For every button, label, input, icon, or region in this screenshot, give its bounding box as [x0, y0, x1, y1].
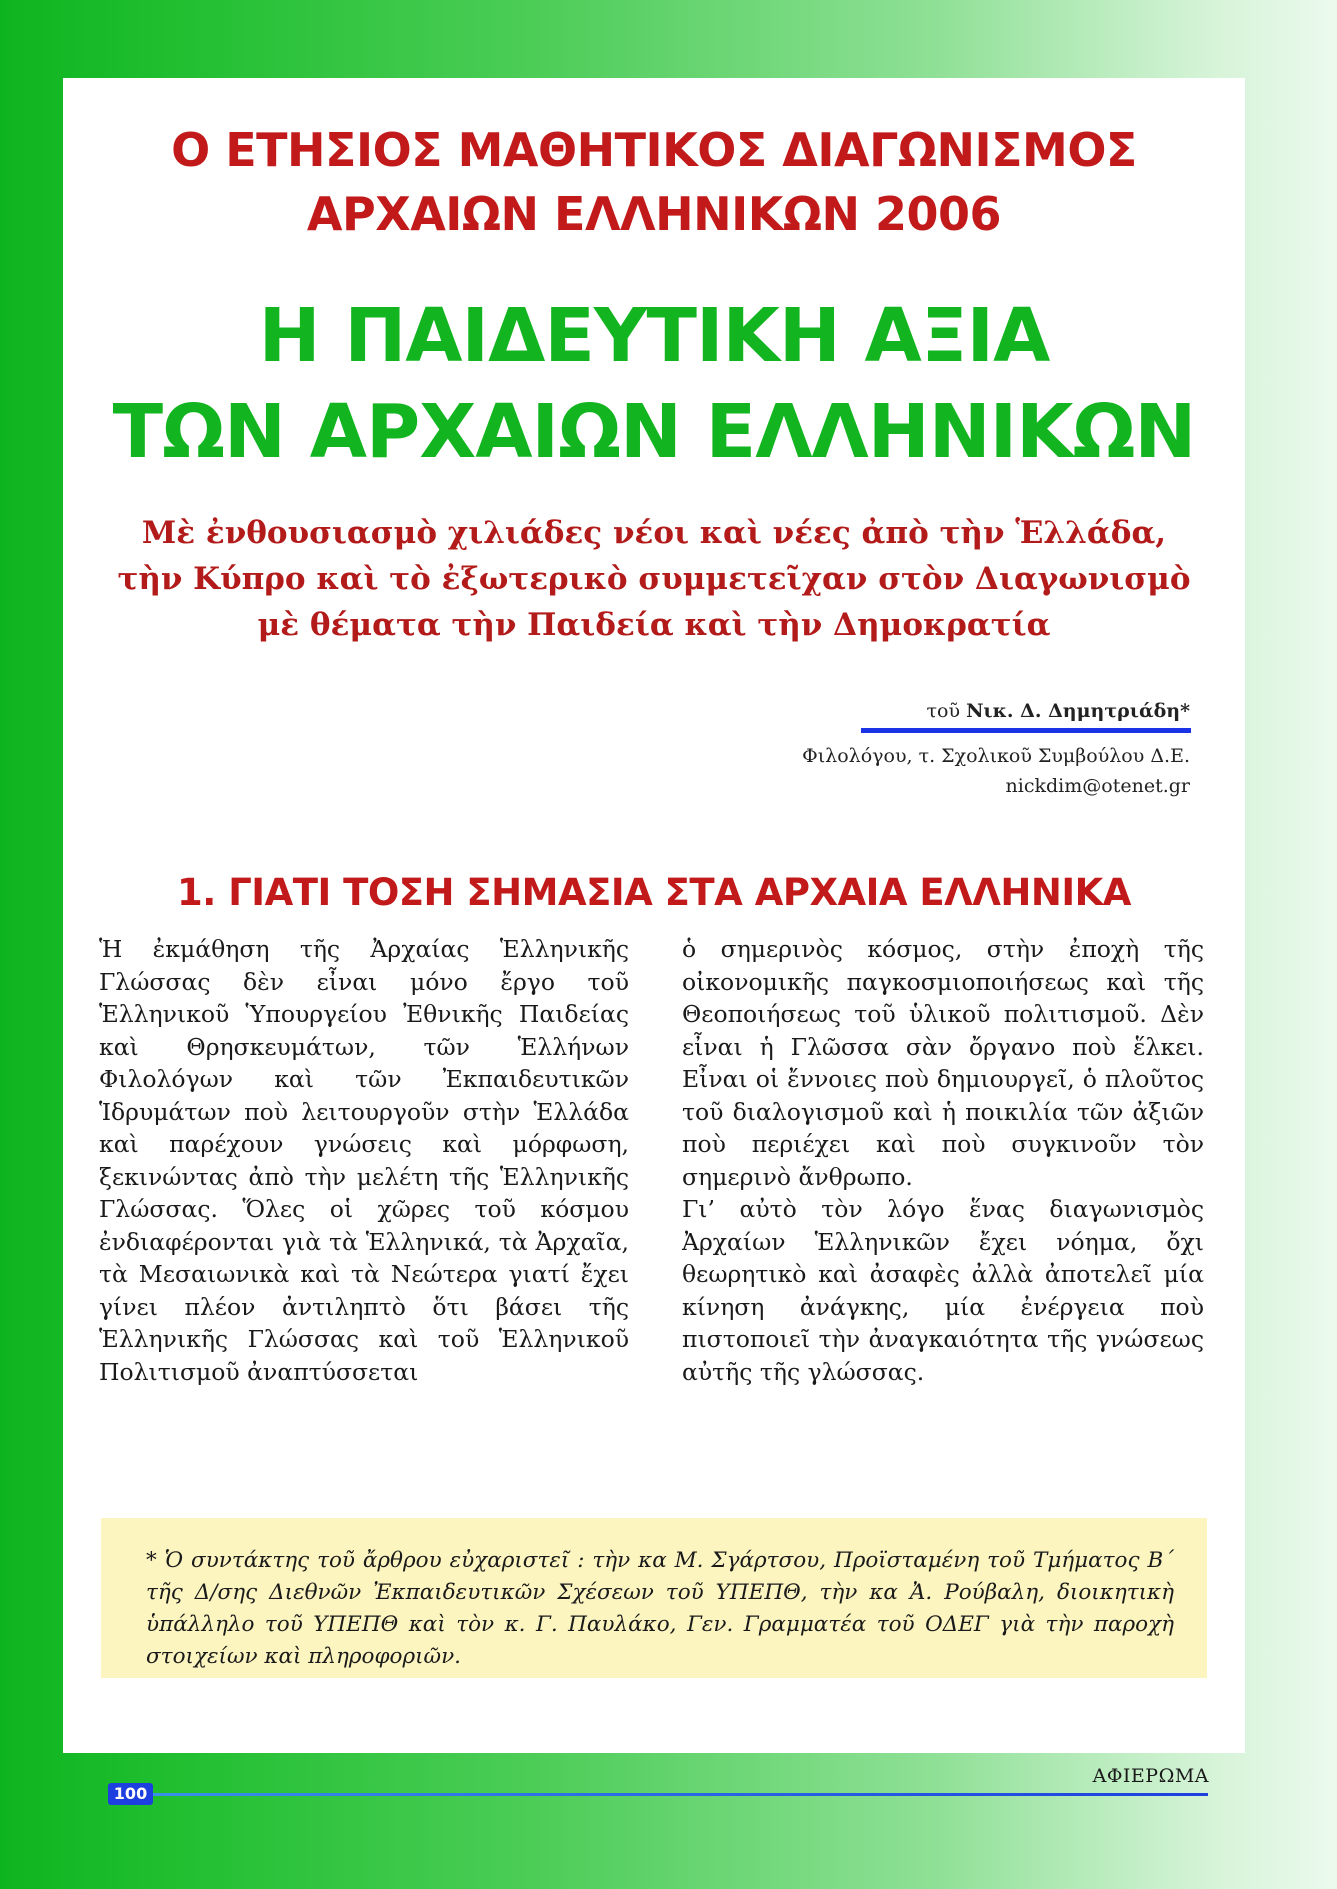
footnote-box — [101, 1518, 1207, 1678]
body-column-right — [682, 933, 1204, 1388]
page-number: 100 — [108, 1783, 153, 1805]
footnote-text: * Ὁ συντάκτης τοῦ ἄρθρου εὐχαριστεῖ : τὴν κα Μ. Σγάρτσου, Προϊσταμένη τοῦ Τμήματος Β΄ τῆς Δ/σης Διεθνῶν Ἐκπαιδευτικῶν Σχέσεων τοῦ ΥΠΕΠΘ, τὴν κα Ἀ. Ρούβαλη, διοικητικὴ ὑπάλληλο τοῦ ΥΠΕΠΘ καὶ τὸν κ. Γ. Παυλάκο, Γεν. Γραμματέα τοῦ ΟΔΕΓ γιὰ τὴν παροχὴ στοιχείων καὶ πληροφοριῶν. — [146, 1548, 1174, 1669]
body-paragraph: Γι’ αὐτὸ τὸν λόγο ἕνας διαγωνισμὸς Ἀρχαίων Ἑλληνικῶν ἔχει νόημα, ὄχι θεωρητικὸ καὶ ἀσαφὲς ἀλλὰ ἀποτελεῖ μία κίνηση ἀνάγκης, μία ἐνέργεια ποὺ πιστοποιεῖ τὴν ἀναγκαιότητα τῆς γνώσεως αὐτῆς τῆς γλώσσας. — [682, 1195, 1204, 1386]
subtitle — [63, 510, 1245, 648]
subtitle-line-3: μὲ θέματα τὴν Παιδεία καὶ τὴν Δημοκρατία — [257, 607, 1051, 643]
footer-rule — [153, 1793, 1208, 1796]
body-column-left — [99, 933, 629, 1388]
body-paragraph: ὁ σημερινὸς κόσμος, στὴν ἐποχὴ τῆς οἰκονομικῆς παγκοσμιοποιήσεως καὶ τῆς Θεοποιήσεως τοῦ ὑλικοῦ πολιτισμοῦ. Δὲν εἶναι ἡ Γλῶσσα σὰν ὄργανο ποὺ ἕλκει. Εἶναι οἱ ἔννοιες ποὺ δημιουργεῖ, ὁ πλοῦτος τοῦ διαλογισμοῦ καὶ ἡ ποικιλία τῶν ἀξιῶν ποὺ περιέχει καὶ ποὺ συγκινοῦν τὸν σημερινὸ ἄνθρωπο. — [682, 935, 1204, 1191]
byline — [927, 698, 1191, 724]
byline-underline — [861, 728, 1191, 733]
byline-prefix: τοῦ — [926, 700, 961, 722]
super-title-line-1: Ο ΕΤΗΣΙΟΣ ΜΑΘΗΤΙΚΟΣ ΔΙΑΓΩΝΙΣΜΟΣ — [171, 123, 1137, 177]
subtitle-line-1: Μὲ ἐνθουσιασμὸ χιλιάδες νέοι καὶ νέες ἀπὸ τὴν Ἑλλάδα, — [141, 515, 1167, 551]
subtitle-line-2: τὴν Κύπρο καὶ τὸ ἐξωτερικὸ συμμετεῖχαν στὸν Διαγωνισμὸ — [117, 561, 1191, 597]
author-name: Νικ. Δ. Δημητριάδη* — [966, 700, 1190, 722]
section-heading: 1. ΓΙΑΤΙ ΤΟΣΗ ΣΗΜΑΣΙΑ ΣΤΑ ΑΡΧΑΙΑ ΕΛΛΗΝΙΚΑ — [177, 871, 1131, 914]
body-paragraph: Ἡ ἐκμάθηση τῆς Ἀρχαίας Ἑλληνικῆς Γλώσσας δὲν εἶναι μόνο ἔργο τοῦ Ἑλληνικοῦ Ὑπουργείου Ἐθνικῆς Παιδείας καὶ Θρησκευμάτων, τῶν Ἑλλήνων Φιλολόγων καὶ τῶν Ἐκπαιδευτικῶν Ἱδρυμάτων ποὺ λειτουργοῦν στὴν Ἑλλάδα καὶ παρέχουν γνώσεις καὶ μόρφωση, ξεκινώντας ἀπὸ τὴν μελέτη τῆς Ἑλληνικῆς Γλώσσας. Ὅλες οἱ χῶρες τοῦ κόσμου ἐνδιαφέρονται γιὰ τὰ Ἑλληνικά, τὰ Ἀρχαῖα, τὰ Μεσαιωνικὰ καὶ τὰ Νεώτερα γιατί ἔχει γίνει πλέον ἀντιληπτὸ ὅτι βάσει τῆς Ἑλληνικῆς Γλώσσας καὶ τοῦ Ἑλληνικοῦ Πολιτισμοῦ ἀναπτύσσεται — [99, 935, 629, 1386]
article-page — [63, 78, 1245, 1753]
author-email: nickdim@otenet.gr — [1005, 775, 1190, 797]
main-title-line-2: ΤΩΝ ΑΡΧΑΙΩΝ ΕΛΛΗΝΙΚΩΝ — [112, 389, 1196, 475]
super-title — [63, 118, 1245, 246]
main-title-line-1: Η ΠΑΙΔΕΥΤΙΚΗ ΑΞΙΑ — [258, 293, 1050, 379]
author-affiliation: Φιλολόγου, τ. Σχολικοῦ Συμβούλου Δ.Ε. — [802, 745, 1190, 767]
author-affiliation-block — [802, 741, 1190, 801]
section-label: ΑΦΙΕΡΩΜΑ — [1092, 1765, 1209, 1787]
super-title-line-2: ΑΡΧΑΙΩΝ ΕΛΛΗΝΙΚΩΝ 2006 — [306, 187, 1002, 241]
main-title — [63, 288, 1245, 480]
